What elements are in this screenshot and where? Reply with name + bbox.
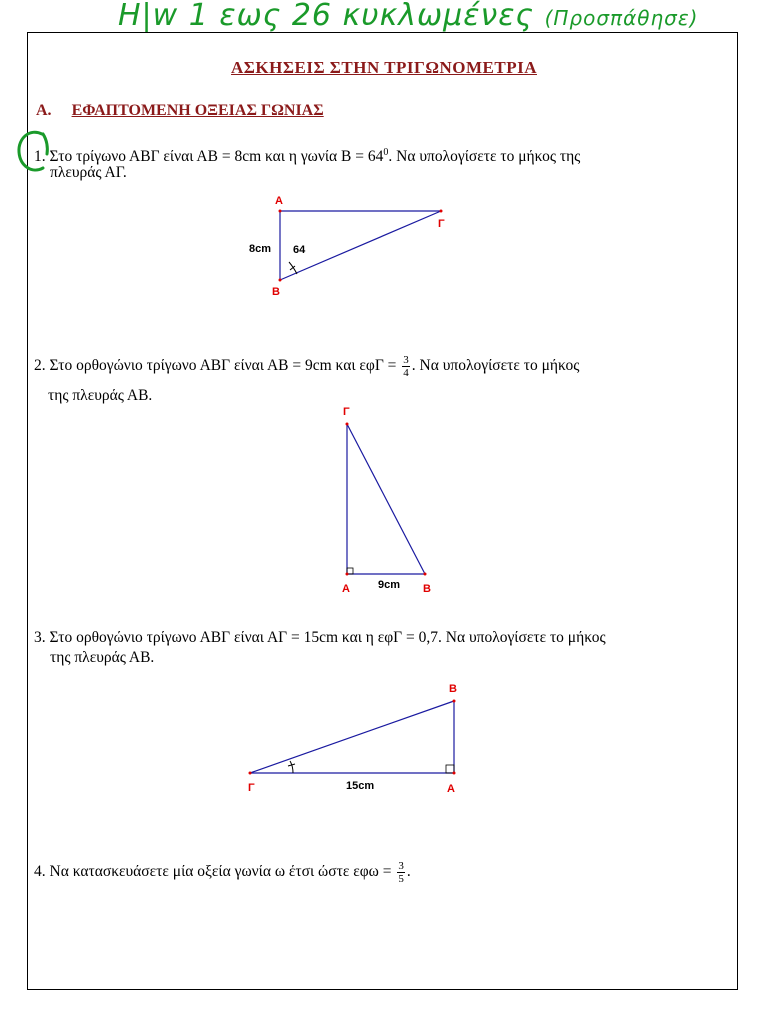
exercise-number: 3. [34,629,46,646]
side-label: 15cm [346,780,375,792]
vertex-label-g: Γ [343,406,350,418]
figure-1-triangle [232,190,460,302]
vertex-label-g: Γ [438,218,445,230]
vertex-label-b: B [423,583,431,595]
exercise-text-end: . Να υπολογίσετε το μήκος της [388,148,581,166]
exercise-number: 4. [34,863,46,881]
exercise-text: Στο τρίγωνο ΑΒΓ είναι ΑΒ = 8cm και η γωνία Β = 64 [49,148,384,166]
exercise-text: Να κατασκευάσετε μία οξεία γωνία ω έτσι ώστε εφω = [49,863,392,881]
vertex-label-b: B [449,683,457,695]
handwritten-note-paren: (Προσπάθησε) [544,6,699,30]
vertex-label-a: A [275,195,283,207]
side-label: 9cm [378,579,401,591]
angle-label: 64 [293,244,306,256]
fraction-numerator: 3 [398,860,404,872]
vertex-label-b: B [272,286,280,298]
exercise-3 [34,628,606,648]
vertex-label-a: A [342,583,350,595]
handwritten-note-main: H|w 1 εως 26 κυκλωμένες [118,0,535,33]
degree-superscript: 0 [383,147,389,158]
exercise-text: Στο ορθογώνιο τρίγωνο ΑΒΓ είναι ΑΒ = 9cm και εφΓ = [49,357,397,375]
exercise-3-line2: της πλευράς ΑΒ. [50,649,155,666]
exercise-number: 2. [34,357,46,375]
exercise-text-end: . Να υπολογίσετε το μήκος [411,357,580,375]
section-title: ΕΦΑΠΤΟΜΕΝΗ ΟΞΕΙΑΣ ΓΩΝΙΑΣ [71,102,324,119]
handwritten-note [118,0,698,33]
exercise-2 [34,354,579,379]
fraction [402,354,410,379]
fraction-denominator: 4 [403,367,409,379]
exercise-text: Στο ορθογώνιο τρίγωνο ΑΒΓ είναι ΑΓ = 15cm και η εφΓ = 0,7. Να υπολογίσετε το μήκος [49,629,606,646]
exercise-1-line2: πλευράς ΑΓ. [50,164,127,181]
page-title: ΑΣΚΗΣΕΙΣ ΣΤΗΝ ΤΡΙΓΩΝΟΜΕΤΡΙΑ [231,58,537,77]
fraction-denominator: 5 [398,873,404,885]
vertex-label-g: Γ [248,782,255,794]
section-heading [36,102,324,120]
side-label: 8cm [249,243,272,255]
figure-2-triangle [302,402,438,598]
section-letter: Α. [36,102,52,119]
fraction [397,860,405,885]
exercise-2-line2: της πλευράς ΑΒ. [48,387,153,404]
fraction-numerator: 3 [403,354,409,366]
exercise-number: 1. [34,148,46,166]
vertex-label-a: A [447,783,455,795]
figure-3-triangle [218,668,518,814]
exercise-text-end: . [406,863,411,881]
exercise-4 [34,860,411,885]
